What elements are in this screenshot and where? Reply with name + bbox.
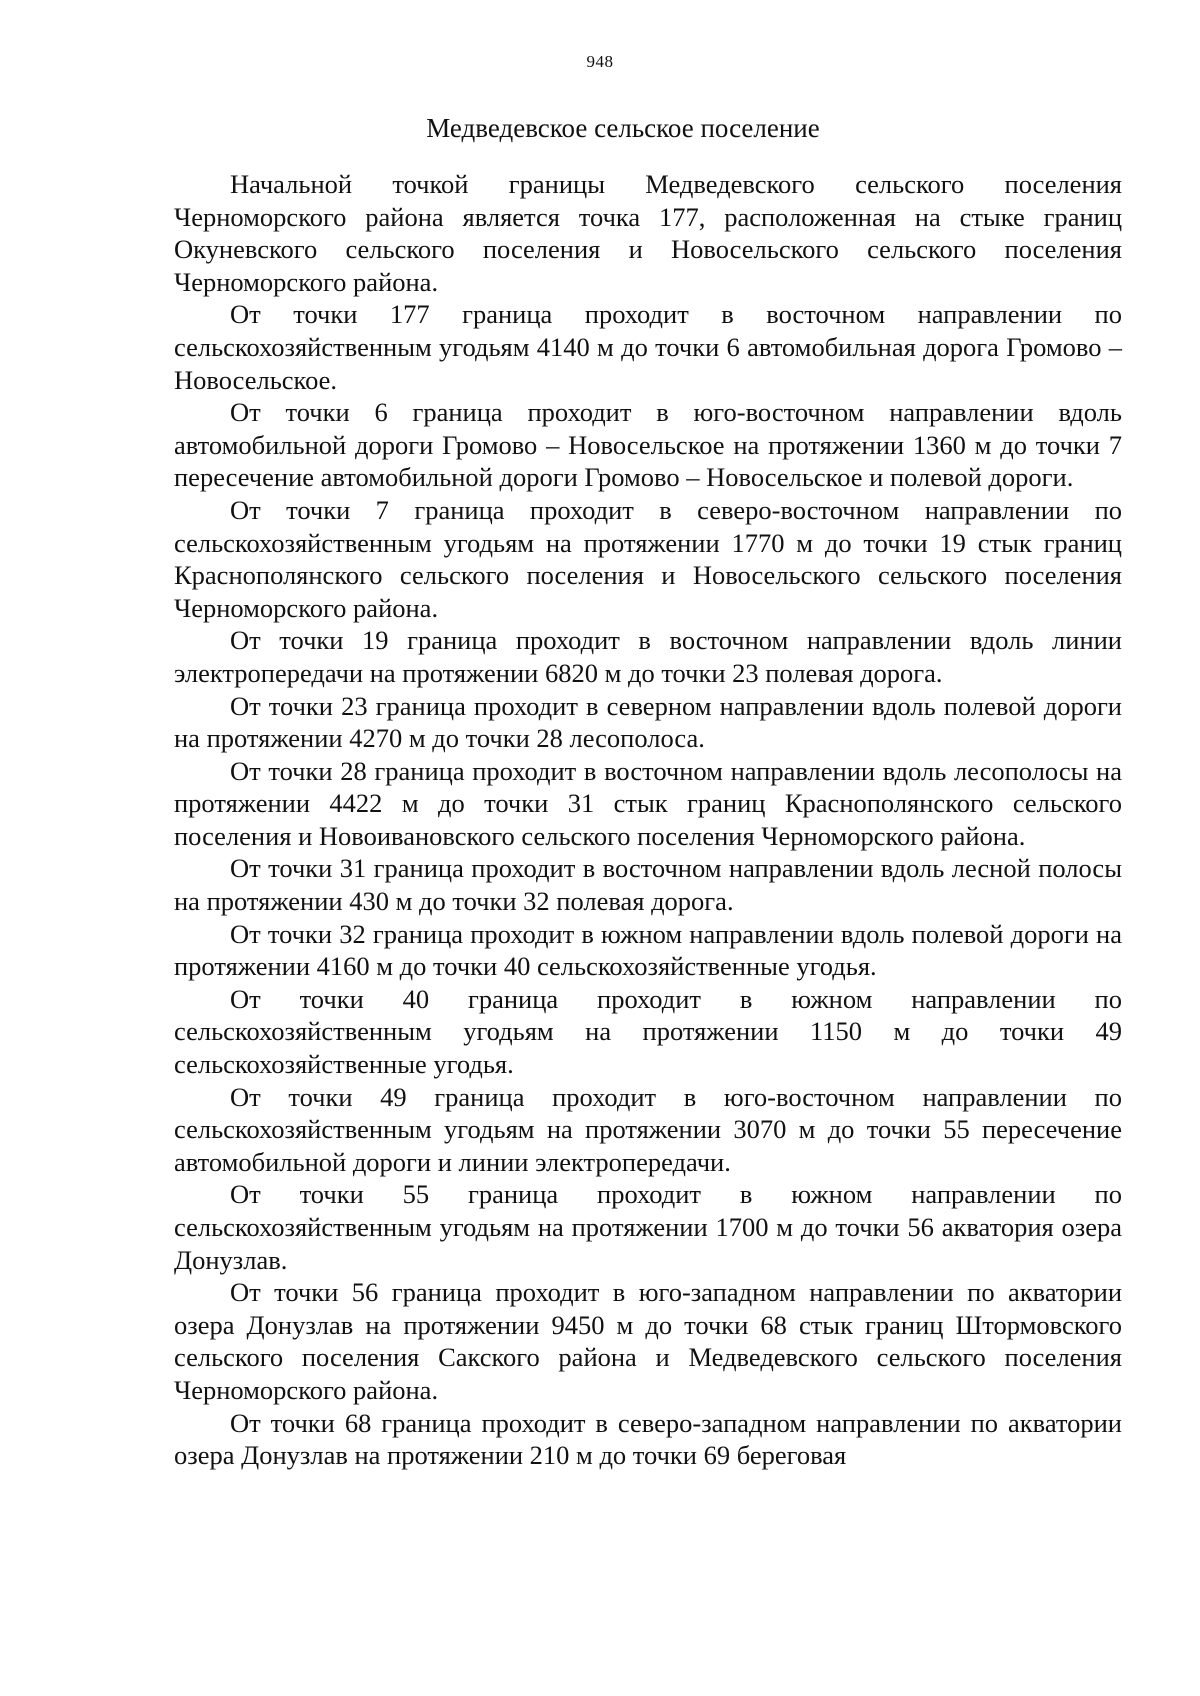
paragraph: От точки 31 граница проходит в восточном направлении вдоль лесной полосы на протяжении 430 м до точки 32 полевая дорога. (174, 853, 1122, 917)
paragraph: От точки 32 граница проходит в южном направлении вдоль полевой дороги на протяжении 4160 м до точки 40 сельскохозяйственные угодья. (174, 918, 1122, 982)
paragraph: От точки 55 граница проходит в южном направлении по сельскохозяйственным угодьям на протяжении 1700 м до точки 56 акватория озера Донузлав. (174, 1179, 1122, 1275)
document-title: Медведевское сельское поселение (426, 113, 820, 143)
paragraph: От точки 28 граница проходит в восточном направлении вдоль лесополосы на протяжении 4422 м до точки 31 стык границ Краснополянского сельского поселения и Новоивановского сельского поселения Черноморского района. (174, 755, 1122, 851)
paragraph: От точки 68 граница проходит в северо-западном направлении по акватории озера Донузлав на протяжении 210 м до точки 69 береговая (174, 1407, 1122, 1471)
paragraph: От точки 7 граница проходит в северо-восточном направлении по сельскохозяйственным угодьям на протяжении 1770 м до точки 19 стык границ Краснополянского сельского поселения и Новосельского сельского поселения Черноморского района. (174, 494, 1122, 623)
paragraph: От точки 177 граница проходит в восточном направлении по сельскохозяйственным угодьям 4140 м до точки 6 автомобильная дорога Громово – Новосельское. (174, 299, 1122, 395)
paragraph: От точки 6 граница проходит в юго-восточном направлении вдоль автомобильной дороги Громово – Новосельское на протяжении 1360 м до точки 7 пересечение автомобильной дороги Громово – Новосельское и полевой дороги. (174, 397, 1122, 493)
paragraph: От точки 23 граница проходит в северном направлении вдоль полевой дороги на протяжении 4270 м до точки 28 лесополоса. (174, 690, 1122, 754)
paragraph: От точки 19 граница проходит в восточном направлении вдоль линии электропередачи на протяжении 6820 м до точки 23 полевая дорога. (174, 625, 1122, 688)
paragraph: От точки 40 граница проходит в южном направлении по сельскохозяйственным угодьям на протяжении 1150 м до точки 49 сельскохозяйственные угодья. (174, 983, 1122, 1080)
paragraph: Начальной точкой границы Медведевского сельского поселения Черноморского района является точка 177, расположенная на стыке границ Окуневского сельского поселения и Новосельского сельского поселения Черноморского района. (174, 169, 1122, 297)
paragraph: От точки 49 граница проходит в юго-восточном направлении по сельскохозяйственным угодьям на протяжении 3070 м до точки 55 пересечение автомобильной дороги и линии электропередачи. (174, 1081, 1122, 1177)
document-body (174, 168, 1122, 1472)
paragraph: От точки 56 граница проходит в юго-западном направлении по акватории озера Донузлав на протяжении 9450 м до точки 68 стык границ Штормовского сельского поселения Сакского района и Медведевского сельского поселения Черноморского района. (174, 1277, 1122, 1405)
page-number: 948 (586, 52, 614, 71)
